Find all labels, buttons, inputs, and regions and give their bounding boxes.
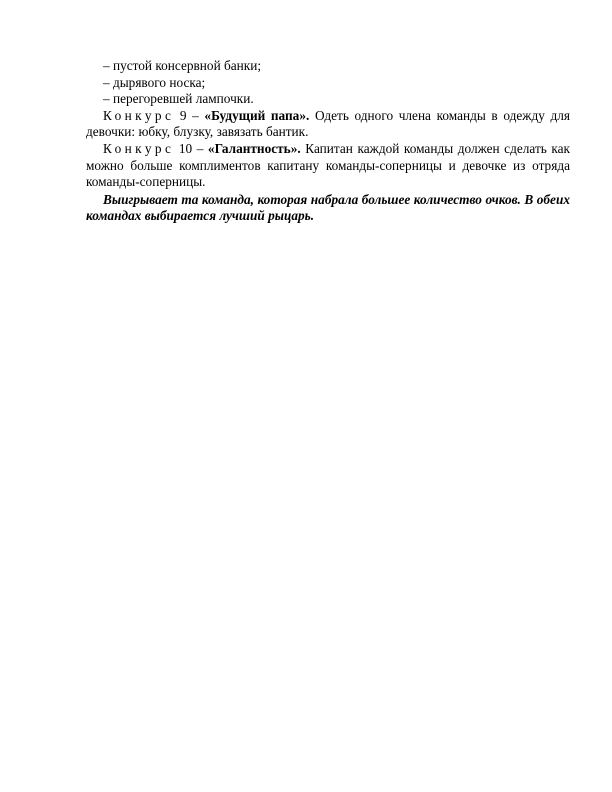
- contest-10-title: «Галантность».: [207, 140, 301, 156]
- list-item-can: – пустой консервной банки;: [103, 58, 262, 73]
- contest-9-number: 9 –: [179, 107, 199, 123]
- contest-10-number: 10 –: [178, 140, 204, 156]
- contest-10-label: Конкурс: [103, 140, 175, 156]
- list-item-bulb: – перегоревшей лампочки.: [103, 91, 254, 107]
- contest-10-text: Капитан каждой команды должен сделать как можно больше комплиментов капитану команды-соперницы и девочке из отряда команды-соперницы.: [86, 140, 571, 190]
- list-item-sock: – дырявого носка;: [103, 74, 206, 90]
- closing-paragraph: Выигрывает та команда, которая набрала большее количество очков. В обеих командах выбирается лучший рыцарь.: [86, 191, 570, 224]
- contest-9-title: «Будущий папа».: [204, 107, 310, 123]
- contest-9-paragraph: [86, 108, 570, 141]
- text-block: [86, 58, 570, 225]
- contest-10-paragraph: [86, 141, 570, 191]
- contest-9-text: Одеть одного члена команды в одежду для девочки: юбку, блузку, завязать бантик.: [86, 107, 570, 140]
- contest-9-label: Конкурс: [103, 107, 175, 123]
